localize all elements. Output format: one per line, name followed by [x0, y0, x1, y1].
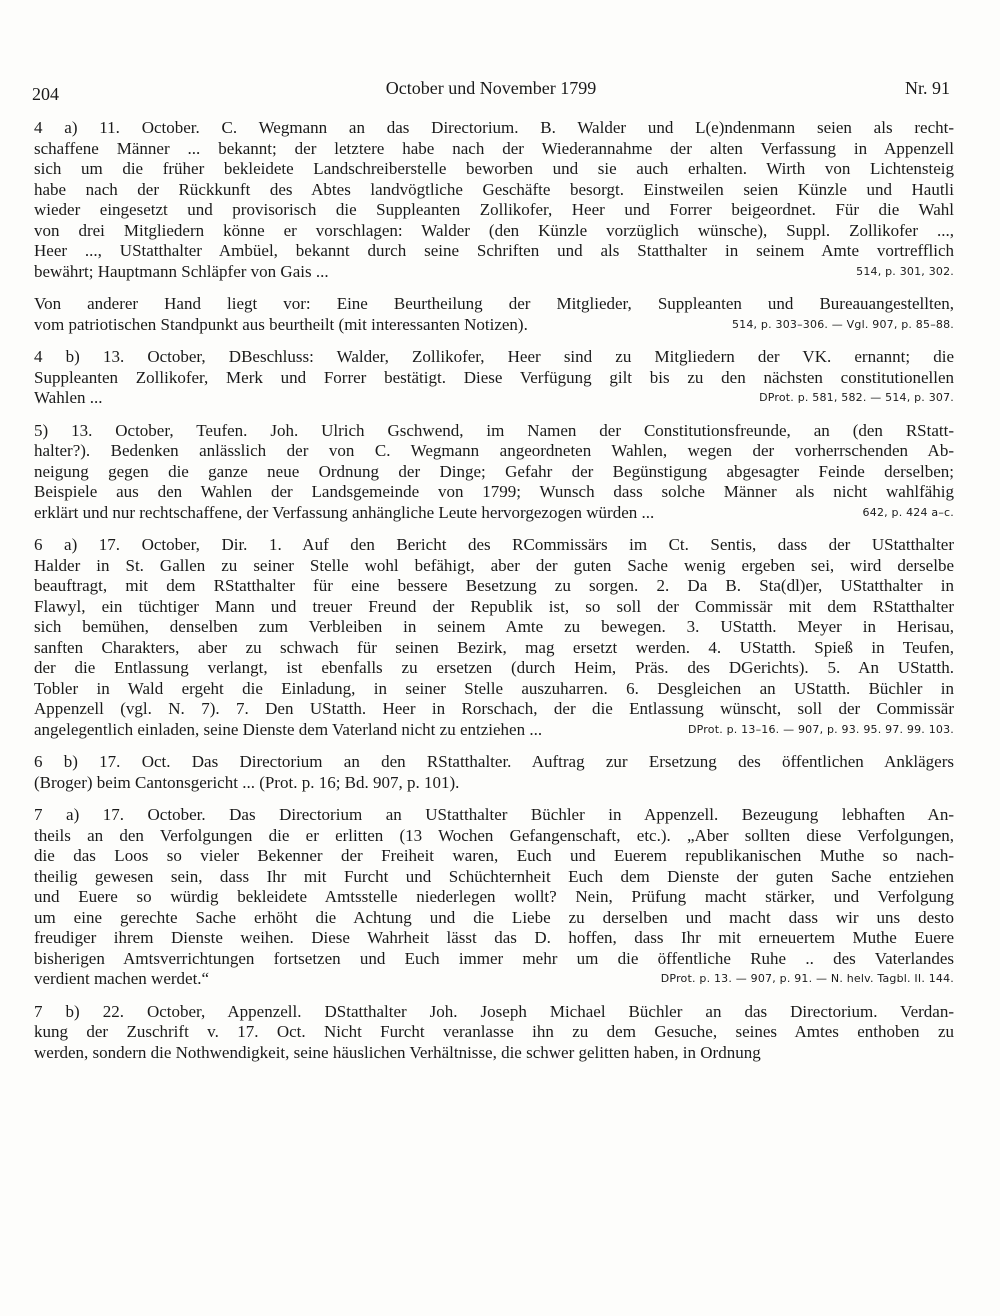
- source-reference: 642, p. 424 a–c.: [862, 505, 954, 519]
- paragraph-line: 6 a) 17. October, Dir. 1. Auf den Bericht des RCommissärs im Ct. Sentis, dass der UStatthalter: [34, 535, 954, 554]
- entry-paragraph: [34, 1002, 954, 1064]
- paragraph-line: sich bemühen, denselben zum Verbleiben in seinem Amte zu bewegen. 3. UStatth. Meyer in Herisau,: [34, 617, 954, 636]
- paragraph-line-text: vom patriotischen Standpunkt aus beurtheilt (mit interessanten Notizen).: [34, 314, 528, 334]
- paragraph-line: schaffene Männer ... bekannt; der letztere habe nach der Wiederannahme der alten Verfassung in Appenzell: [34, 138, 954, 158]
- paragraph-line-text: bewährt; Hauptmann Schläpfer von Gais ...: [34, 261, 329, 281]
- entry-paragraph: [34, 118, 954, 282]
- paragraph-line: 4 a) 11. October. C. Wegmann an das Directorium. B. Walder und L(e)ndenmann seien als recht-: [34, 118, 954, 137]
- paragraph-line: theilig gewesen sein, dass Ihr mit Furcht und Schüchternheit Euch dem Dienste der guten Sache entziehen: [34, 866, 954, 886]
- paragraph-line: beauftragt, mit dem RStatthalter für eine bessere Besetzung zu sorgen. 2. Da B. Sta(dl)er, UStatthalter in: [34, 576, 954, 595]
- paragraph-line: 7 a) 17. October. Das Directorium an UStatthalter Büchler in Appenzell. Bezeugung lebhaften An-: [34, 805, 954, 824]
- paragraph-line: Suppleanten Zollikofer, Merk und Forrer bestätigt. Diese Verfügung gilt bis zu den nächsten constitutionellen: [34, 367, 954, 387]
- paragraph-line: [34, 720, 954, 741]
- paragraph-line: [34, 262, 954, 283]
- paragraph-line: Beispiele aus den Wahlen der Landsgemeinde von 1799; Wunsch dass solche Männer als nicht wahlfähig: [34, 482, 954, 501]
- paragraph-line: um eine gerechte Sache erhöht die Achtung und die Liebe zu derselben und macht dass wir uns desto: [34, 907, 954, 927]
- entry-paragraph: [34, 294, 954, 335]
- paragraph-line: [34, 315, 954, 336]
- paragraph-line-text: Wahlen ...: [34, 388, 103, 407]
- document-body: [34, 118, 954, 1075]
- paragraph-line: [34, 388, 954, 409]
- source-reference: 514, p. 303–306. — Vgl. 907, p. 85–88.: [731, 317, 954, 331]
- document-number: Nr. 91: [905, 78, 950, 98]
- paragraph-line: bisherigen Amtsverrichtungen fortsetzen und Euch immer mehr um die öffentliche Ruhe .. des Vaterlandes: [34, 948, 954, 968]
- paragraph-line: (Broger) beim Cantonsgericht ... (Prot. p. 16; Bd. 907, p. 101).: [34, 772, 460, 792]
- paragraph-line: freudiger ihrem Dienste weihen. Diese Wahrheit lässt das D. hoffen, dass Ihr mit erneuertem Muthe Euere: [34, 928, 954, 947]
- running-title: October und November 1799: [385, 78, 597, 98]
- paragraph-line-text: verdient machen werdet.“: [34, 969, 210, 988]
- source-reference: DProt. p. 581, 582. — 514, p. 307.: [759, 391, 954, 404]
- entry-paragraph: [34, 535, 954, 740]
- paragraph-line: die das Loos so vieler Bekenner der Freiheit waren, Euch und Euerem republikanischen Muthe so nach-: [34, 846, 954, 865]
- paragraph-line: Von anderer Hand liegt vor: Eine Beurtheilung der Mitglieder, Suppleanten und Bureauangestellten,: [34, 294, 954, 313]
- paragraph-line: 7 b) 22. October, Appenzell. DStatthalter Joh. Joseph Michael Büchler an das Directorium. Verdan-: [34, 1001, 954, 1021]
- entry-paragraph: [34, 805, 954, 990]
- paragraph-line: wieder eingesetzt und provisorisch die Suppleanten Zollikofer, Heer und Forrer beigeordnet. Für die Wahl: [34, 200, 954, 219]
- paragraph-line: habe nach der Rückkunft des Abtes landvögtliche Geschäfte besorgt. Einstweilen seien Künzle und Hautli: [34, 179, 954, 199]
- source-reference: 514, p. 301, 302.: [856, 264, 954, 278]
- page-header: [32, 78, 950, 108]
- paragraph-line: kung der Zuschrift v. 17. Oct. Nicht Furcht veranlasse ihn zu dem Gesuche, seines Amtes enthoben zu: [34, 1022, 954, 1041]
- source-reference: DProt. p. 13. — 907, p. 91. — N. helv. Tagbl. II. 144.: [660, 972, 954, 985]
- paragraph-line: theils an den Verfolgungen die er erlitten (13 Wochen Gefangenschaft, etc.). „Aber sollten diese Verfolgungen,: [34, 825, 954, 845]
- paragraph-line-text: erklärt und nur rechtschaffene, der Verfassung anhängliche Leute hervorgezogen würden ...: [34, 502, 655, 522]
- source-reference: DProt. p. 13–16. — 907, p. 93. 95. 97. 99. 103.: [687, 722, 954, 736]
- paragraph-line: 4 b) 13. October, DBeschluss: Walder, Zollikofer, Heer sind zu Mitgliedern der VK. ernannt; die: [34, 347, 954, 366]
- paragraph-line: werden, sondern die Nothwendigkeit, seine häuslichen Verhältnisse, die schwer gelitten haben, in Ordnung: [34, 1042, 761, 1062]
- paragraph-line: Halder in St. Gallen zu seiner Stelle wohl befähigt, aber der guten Sache wenig ergeben sei, wird derselbe: [34, 555, 954, 575]
- paragraph-line: [34, 503, 954, 524]
- paragraph-line: der die Entlassung verlangt, ist ebenfalls zu ersetzen (durch Heim, Präs. des DGerichts). 5. An UStatth.: [34, 658, 954, 677]
- paragraph-line: neigung gegen die ganze neue Ordnung der Dinge; Gefahr der Begünstigung abgesagter Feinde derselben;: [34, 461, 954, 481]
- paragraph-line: Flawyl, ein tüchtiger Mann und treuer Freund der Republik ist, so soll der Commissär mit dem RStatthalter: [34, 596, 954, 616]
- paragraph-line: 5) 13. October, Teufen. Joh. Ulrich Gschwend, im Namen der Constitutionsfreunde, an (den RStatt-: [34, 420, 954, 440]
- paragraph-line: 6 b) 17. Oct. Das Directorium an den RStatthalter. Auftrag zur Ersetzung des öffentlichen Anklägers: [34, 752, 954, 771]
- paragraph-line: von drei Mitgliedern könne er vorschlagen: Walder (den Künzle vorzüglich wünsche), Suppl. Zollikofer ...,: [34, 220, 954, 240]
- paragraph-line: sich um die früher bekleidete Landschreiberstelle beworben und sie auch erhalten. Wirth von Lichtensteig: [34, 159, 954, 178]
- entry-paragraph: [34, 347, 954, 409]
- paragraph-line: sanften Charakters, aber zu schwach für seinen Bezirk, mag ersetzt werden. 4. UStatth. Spieß in Teufen,: [34, 637, 954, 657]
- paragraph-line-text: angelegentlich einladen, seine Dienste dem Vaterland nicht zu entziehen ...: [34, 719, 543, 739]
- entry-paragraph: [34, 421, 954, 524]
- paragraph-line: [34, 969, 954, 990]
- paragraph-line: halter?). Bedenken anlässlich der von C. Wegmann angeordneten Wahlen, wegen der vorherrschenden Ab-: [34, 441, 954, 460]
- paragraph-line: Tobler in Wald ergeht die Einladung, in seiner Stelle auszuharren. 6. Desgleichen an UStatth. Büchler in: [34, 678, 954, 698]
- paragraph-line: Heer ..., UStatthalter Ambüel, bekannt durch seine Schriften und als Statthalter in seinem Amte vortrefflich: [34, 241, 954, 260]
- paragraph-line: und Euere so würdig bekleidete Amtsstelle niederlegen wollt? Nein, Prüfung macht stärker, und Verfolgung: [34, 887, 954, 906]
- page-number: 204: [32, 84, 59, 104]
- entry-paragraph: [34, 752, 954, 793]
- paragraph-line: Appenzell (vgl. N. 7). 7. Den UStatth. Heer in Rorschach, der die Entlassung wünscht, soll der Commissär: [34, 699, 954, 718]
